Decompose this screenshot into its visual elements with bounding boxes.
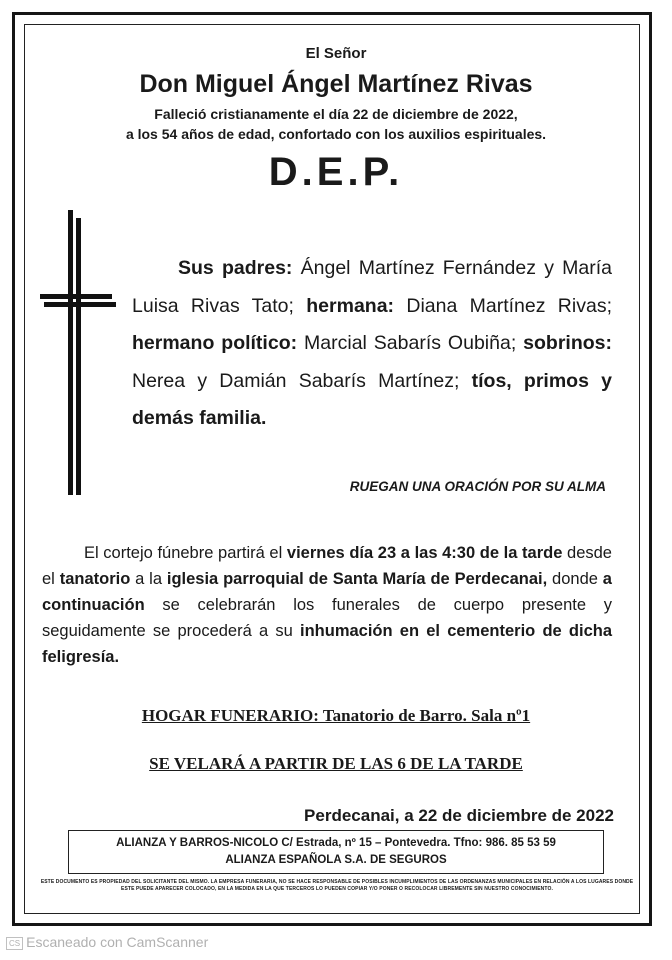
label-sobrinos: sobrinos:	[523, 332, 613, 354]
death-line-2: a los 54 años de edad, confortado con los auxilios espirituales.	[125, 126, 547, 142]
company-name: ALIANZA Y BARROS-NICOLO	[116, 837, 279, 849]
insurer: ALIANZA ESPAÑOLA S.A. DE SEGUROS	[225, 854, 447, 866]
funeral-b1: viernes día 23 a las 4:30 de la tarde	[286, 544, 563, 562]
dep-heading: D.E.P.	[268, 150, 404, 194]
funeral-paragraph	[42, 540, 612, 670]
wake-time: SE VELARÁ A PARTIR DE LAS 6 DE LA TARDE	[149, 754, 523, 773]
funeral-t4: donde	[547, 570, 603, 588]
family-closing: tíos, primos y demás familia.	[132, 369, 613, 429]
funeral-b3: iglesia parroquial de Santa María de Perdecanai,	[166, 570, 548, 588]
camscanner-icon: CS	[6, 937, 23, 950]
label-padres: Sus padres:	[178, 257, 293, 279]
hermana: Diana Martínez Rivas;	[394, 294, 612, 317]
funeral-b2: tanatorio	[59, 570, 131, 588]
watermark-text: Escaneado con CamScanner	[26, 934, 209, 950]
family-paragraph	[132, 250, 612, 438]
company-address: C/ Estrada, nº 15 – Pontevedra. Tfno: 986. 85 53 59	[278, 837, 556, 849]
funeral-b4: a continuación	[42, 570, 612, 614]
padres: Ángel Martínez Fernández y María Luisa Rivas Tato;	[132, 257, 613, 317]
death-line-1: Falleció cristianamente el día 22 de diciembre de 2022,	[154, 106, 518, 122]
legal-disclaimer: ESTE DOCUMENTO ES PROPIEDAD DEL SOLICITANTE DEL MISMO. LA EMPRESA FUNERARIA, NO SE HACE RESPONSABLE DE POSIBLES INCUMPLIMIENTOS DE LAS ORDENANZAS MUNICIPALES EN RELACIÓN A LOS LUGARES DONDE ESTE PUEDE APARECER COLOCADO, EN LA MEDIDA EN LA QUE TERCEROS LO PUEDEN COPIAR Y/O PONER O RECOLOCAR LIBREMENTE SIN NUESTRO CONOCIMIENTO.	[40, 879, 634, 892]
prayer-request: RUEGAN UNA ORACIÓN POR SU ALMA	[349, 479, 606, 494]
funeral-b5: inhumación en el cementerio de dicha feligresía.	[42, 622, 612, 666]
title-line: El Señor	[305, 45, 367, 62]
funeral-t2: desde el	[42, 544, 612, 588]
funeral-home: HOGAR FUNERARIO: Tanatorio de Barro. Sala nº1	[141, 706, 531, 725]
cross-icon	[40, 210, 120, 500]
scanner-watermark	[6, 934, 208, 950]
death-notice	[0, 104, 672, 144]
hermano-politico: Marcial Sabarís Oubiña;	[297, 332, 524, 354]
funeral-t3: a la	[130, 570, 167, 588]
label-hermana: hermana:	[306, 294, 395, 317]
funeral-t1: El cortejo fúnebre partirá el	[84, 544, 287, 562]
place-date: Perdecanai, a 22 de diciembre de 2022	[304, 806, 614, 825]
funeral-company-box	[68, 830, 604, 874]
deceased-name: Don Miguel Ángel Martínez Rivas	[139, 70, 533, 98]
funeral-t5: se celebrarán los funerales de cuerpo presente y seguidamente se procederá a su	[42, 596, 612, 640]
label-hermano-politico: hermano político:	[132, 332, 298, 354]
sobrinos: Nerea y Damián Sabarís Martínez;	[132, 369, 472, 392]
company-line	[69, 835, 603, 852]
